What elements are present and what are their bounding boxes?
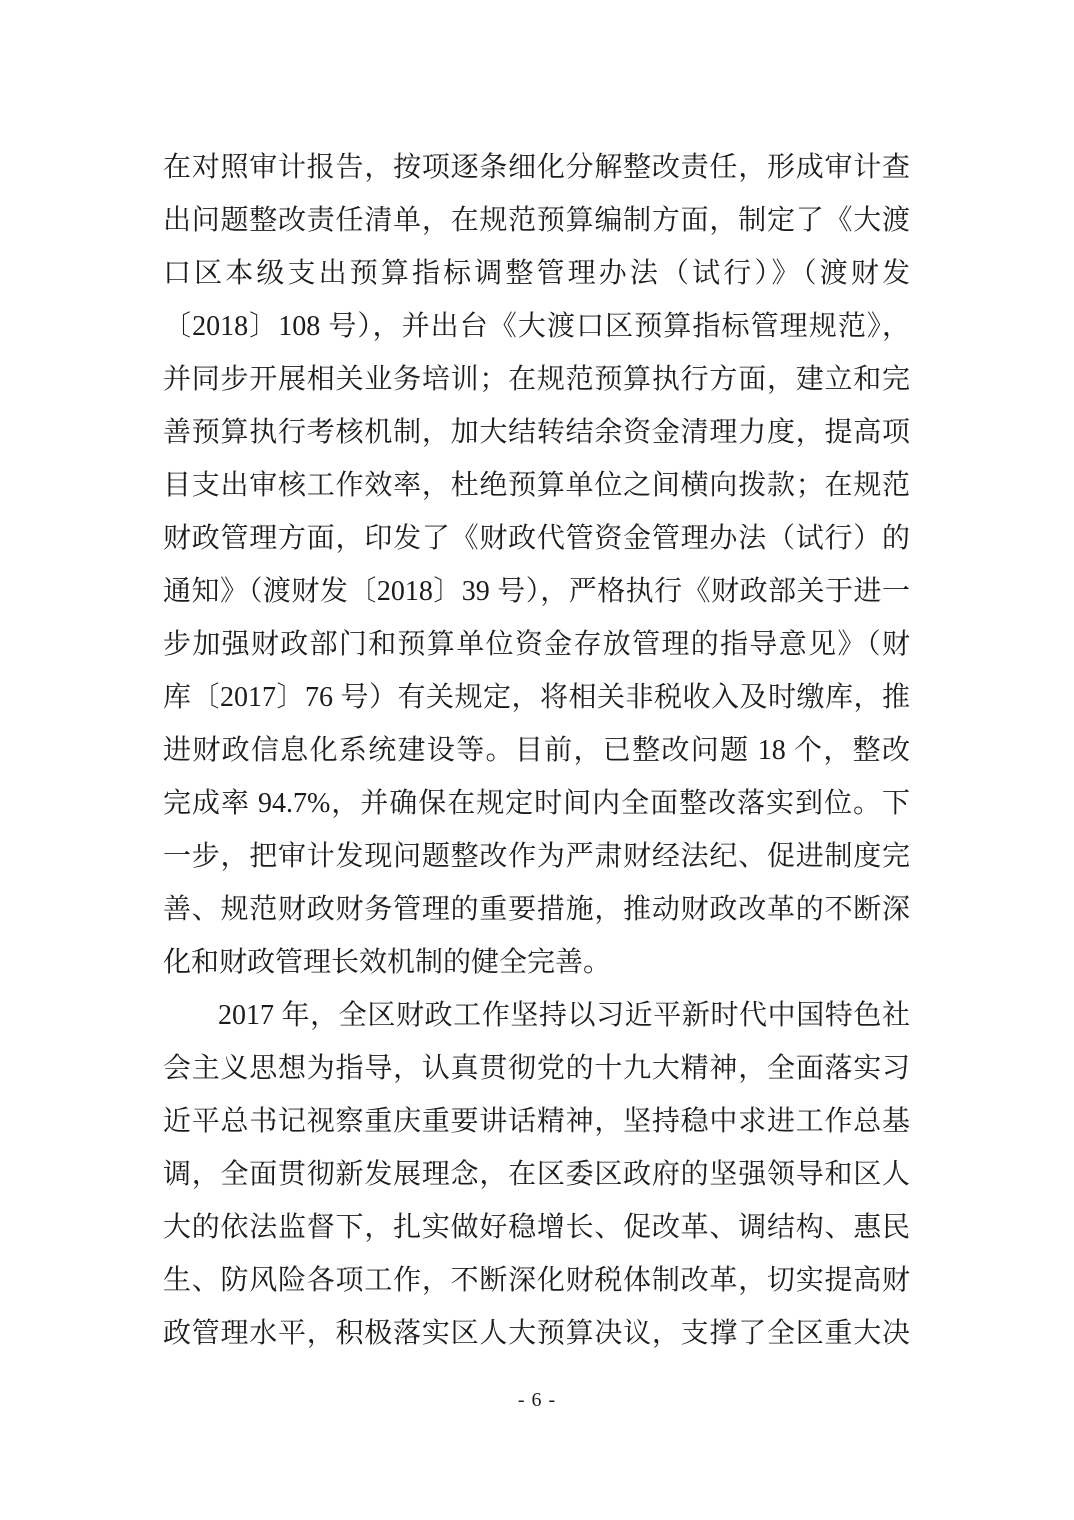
- paragraph-audit-rectification: [163, 141, 910, 989]
- text-line: 大的依法监督下，扎实做好稳增长、促改革、调结构、惠民: [163, 1212, 910, 1243]
- text-line: 政管理水平，积极落实区人大预算决议，支撑了全区重大决: [163, 1318, 910, 1349]
- text-line: 化和财政管理长效机制的健全完善。: [163, 947, 612, 978]
- text-line: 出问题整改责任清单，在规范预算编制方面，制定了《大渡: [163, 205, 910, 236]
- text-line: 2017 年，全区财政工作坚持以习近平新时代中国特色社: [218, 1000, 910, 1031]
- text-line: 完成率 94.7%，并确保在规定时间内全面整改落实到位。下: [163, 788, 910, 819]
- text-line: 生、防风险各项工作，不断深化财税体制改革，切实提高财: [163, 1265, 910, 1296]
- text-line: 善、规范财政财务管理的重要措施，推动财政改革的不断深: [163, 894, 910, 925]
- text-line: 步加强财政部门和预算单位资金存放管理的指导意见》（财: [163, 629, 910, 660]
- text-line: 库〔2017〕76 号）有关规定，将相关非税收入及时缴库，推: [163, 682, 910, 713]
- text-line: 财政管理方面，印发了《财政代管资金管理办法（试行）的: [163, 523, 910, 554]
- text-line: 通知》（渡财发〔2018〕39 号），严格执行《财政部关于进一: [163, 576, 910, 607]
- document-body: [163, 141, 910, 1360]
- text-line: 〔2018〕108 号），并出台《大渡口区预算指标管理规范》，: [163, 311, 910, 342]
- text-line: 目支出审核工作效率，杜绝预算单位之间横向拨款；在规范: [163, 470, 910, 501]
- text-line: 并同步开展相关业务培训；在规范预算执行方面，建立和完: [163, 364, 910, 395]
- paragraph-2017-fiscal-work: [163, 989, 910, 1360]
- text-line: 进财政信息化系统建设等。目前，已整改问题 18 个，整改: [163, 735, 910, 766]
- text-line: 会主义思想为指导，认真贯彻党的十九大精神，全面落实习: [163, 1053, 910, 1084]
- text-line: 在对照审计报告，按项逐条细化分解整改责任，形成审计查: [163, 152, 910, 183]
- text-line: 口区本级支出预算指标调整管理办法（试行）》（渡财发: [163, 258, 910, 289]
- page-footer: [0, 1383, 1074, 1417]
- text-line: 善预算执行考核机制，加大结转结余资金清理力度，提高项: [163, 417, 910, 448]
- text-line: 一步，把审计发现问题整改作为严肃财经法纪、促进制度完: [163, 841, 910, 872]
- text-line: 近平总书记视察重庆重要讲话精神，坚持稳中求进工作总基: [163, 1106, 910, 1137]
- text-line: 调，全面贯彻新发展理念，在区委区政府的坚强领导和区人: [163, 1159, 910, 1190]
- page-number: - 6 -: [517, 1389, 557, 1411]
